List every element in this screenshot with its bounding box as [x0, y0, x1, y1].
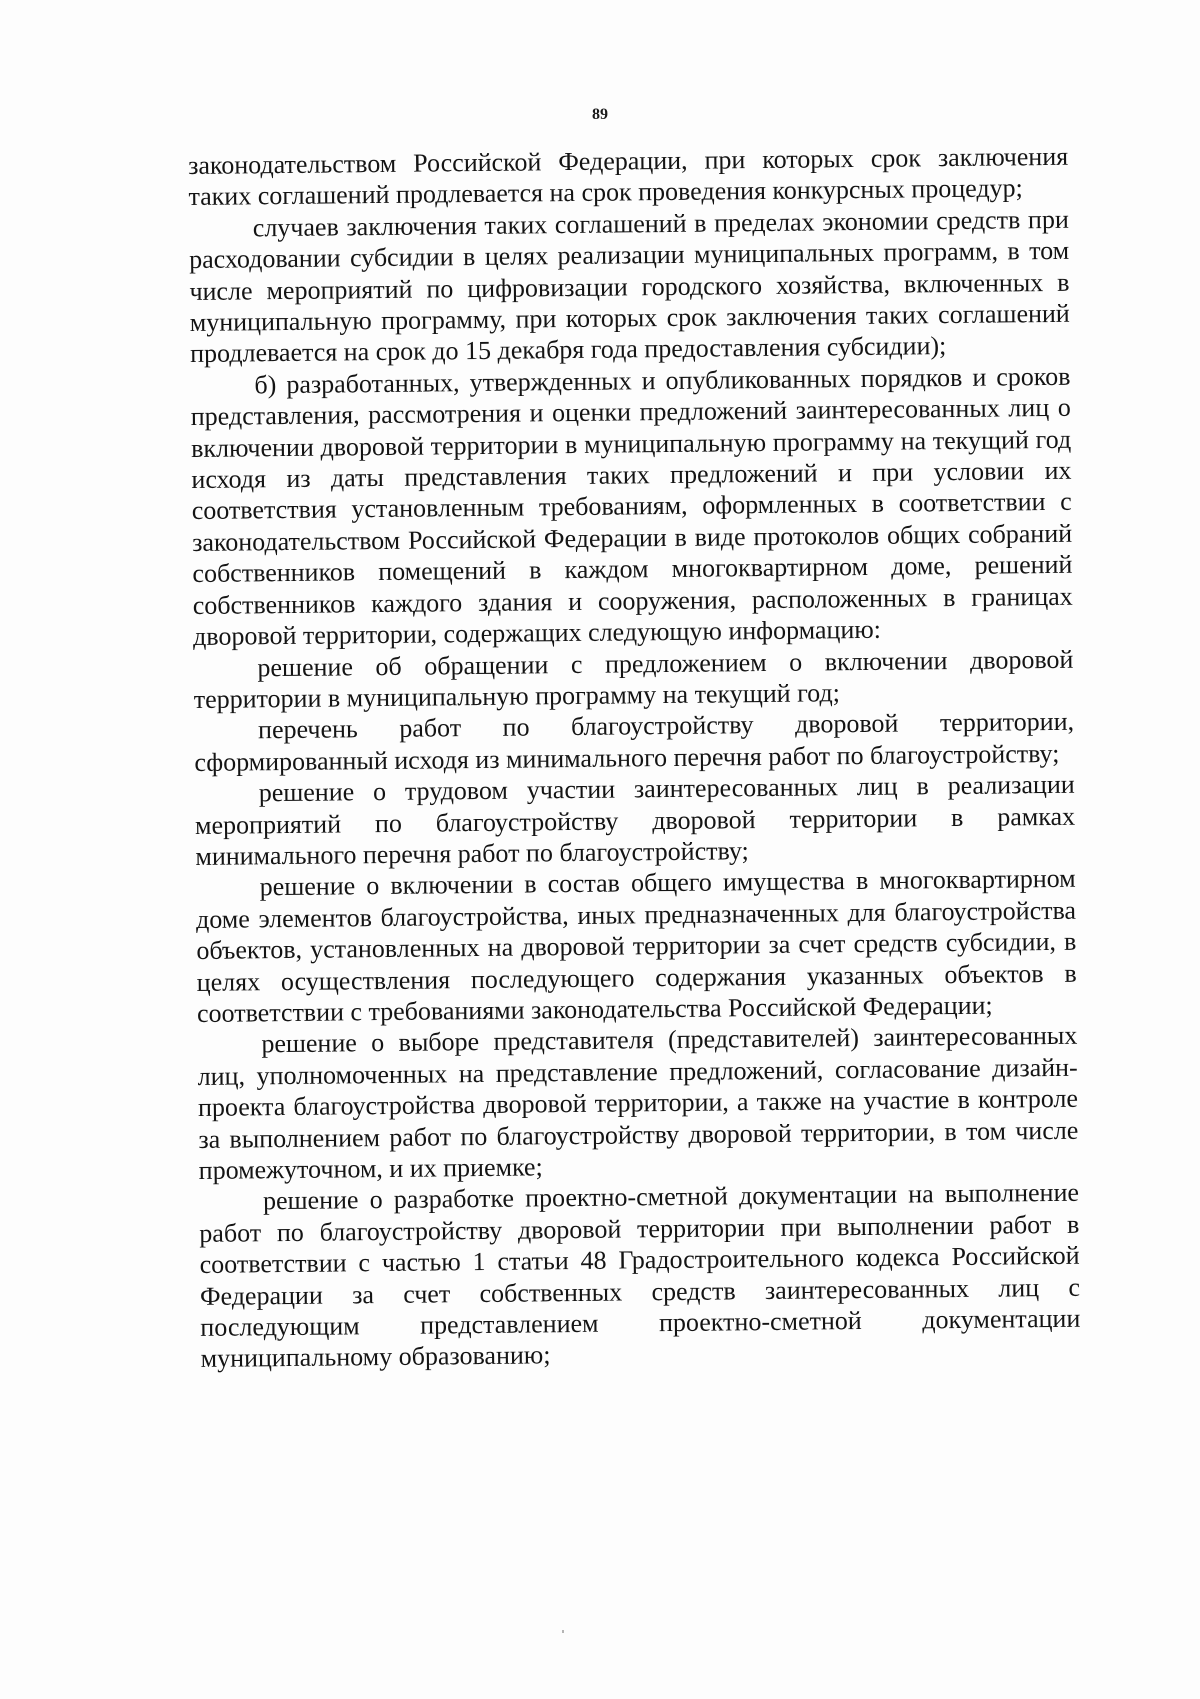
page-number: 89: [592, 106, 608, 123]
scan-speck: [562, 1630, 564, 1633]
paragraph-8: решение о выборе представителя (представителей) заинтересованных лиц, уполномоченных на представление предложений, согласование дизайн-проекта благоустройства дворовой территории, а также на участие в контроле за выполнением работ по благоустройству дворовой территории, в том числе промежуточном, и их приемке;: [197, 1021, 1079, 1185]
paragraph-5: перечень работ по благоустройству дворовой территории, сформированный исходя из минимального перечня работ по благоустройству;: [194, 707, 1075, 777]
paragraph-2: случаев заключения таких соглашений в пределах экономии средств при расходовании субсидии в целях реализации муниципальных программ, в том числе мероприятий по цифровизации городского хозяйства, включенных в муниципальную программу, при которых срок заключения таких соглашений продлевается на срок до 15 декабря года предоставления субсидии);: [188, 204, 1070, 369]
paragraph-7: решение о включении в состав общего имущества в многоквартирном доме элементов благоустройства, иных предназначенных для благоустройства объектов, установленных на дворовой территории за счет средств субсидии, в целях осуществления последующего содержания указанных объектов в соответствии с требованиями законодательства Российской Федерации;: [195, 864, 1077, 1028]
paragraph-4: решение об обращении с предложением о включении дворовой территории в муниципальную программу на текущий год;: [193, 644, 1074, 714]
document-body: [188, 141, 1081, 1375]
paragraph-3: б) разработанных, утвержденных и опубликованных порядков и сроков представления, рассмотрения и оценки предложений заинтересованных лиц о включении дворовой территории в муниципальную программу на текущий год исходя из даты представления таких предложений и при условии их соответствия установленным требованиям, оформленных в соответствии с законодательством Российской Федерации в виде протоколов общих собраний собственников помещений в каждом многоквартирном доме, решений собственников каждого здания и сооружения, расположенных в границах дворовой территории, содержащих следующую информацию:: [190, 361, 1073, 652]
paragraph-6: решение о трудовом участии заинтересованных лиц в реализации мероприятий по благоустройству дворовой территории в рамках минимального перечня работ по благоустройству;: [194, 769, 1076, 871]
paragraph-1: законодательством Российской Федерации, при которых срок заключения таких соглашений продлевается на срок проведения конкурсных процедур;: [188, 141, 1069, 212]
paragraph-9: решение о разработке проектно-сметной документации на выполнение работ по благоустройству дворовой территории при выполнении работ в соответствии с частью 1 статьи 48 Градостроительного кодекса Российской Федерации за счет собственных средств заинтересованных лиц с последующим представлением проектно-сметной документации муниципальному образованию;: [199, 1178, 1081, 1374]
